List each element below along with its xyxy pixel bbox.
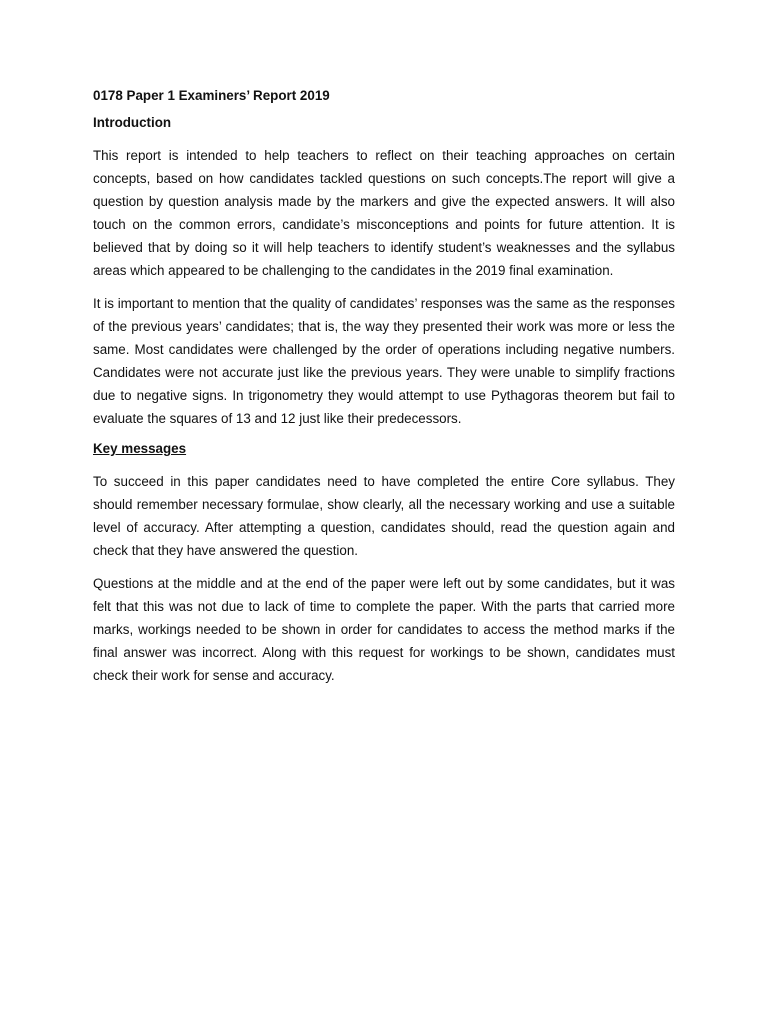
key-messages-paragraph-2: Questions at the middle and at the end of the paper were left out by some candidates, but it was felt that this was not due to lack of time to complete the paper. With the parts that carried more marks, workings needed to be shown in order for candidates to access the method marks if the final answer was incorrect. Along with this request for workings to be shown, candidates must check their work for sense and accuracy.	[93, 575, 675, 683]
key-messages-heading: Key messages	[93, 441, 187, 457]
document-title: 0178 Paper 1 Examiners’ Report 2019	[93, 88, 330, 103]
introduction-heading: Introduction	[93, 115, 172, 130]
introduction-paragraph-1: This report is intended to help teachers to reflect on their teaching approaches on certain concepts, based on how candidates tackled questions on such concepts.The report will give a question by question analysis made by the markers and give the expected answers. It will also touch on the common errors, candidate’s misconceptions and points for future attention. It is believed that by doing so it will help teachers to identify student’s weaknesses and the syllabus areas which appeared to be challenging to the candidates in the 2019 final examination.	[93, 148, 675, 279]
introduction-paragraph-2: It is important to mention that the quality of candidates’ responses was the same as the responses of the previous years’ candidates; that is, the way they presented their work was more or less the same. Most candidates were challenged by the order of operations including negative numbers. Candidates were not accurate just like the previous years. They were unable to simplify fractions due to negative signs. In trigonometry they would attempt to use Pythagoras theorem but fail to evaluate the squares of 13 and 12 just like their predecessors.	[93, 295, 675, 427]
document-page	[93, 86, 675, 696]
key-messages-paragraph-1: To succeed in this paper candidates need to have completed the entire Core syllabus. They should remember necessary formulae, show clearly, all the necessary working and use a suitable level of accuracy. After attempting a question, candidates should, read the question again and check that they have answered the question.	[93, 474, 675, 559]
